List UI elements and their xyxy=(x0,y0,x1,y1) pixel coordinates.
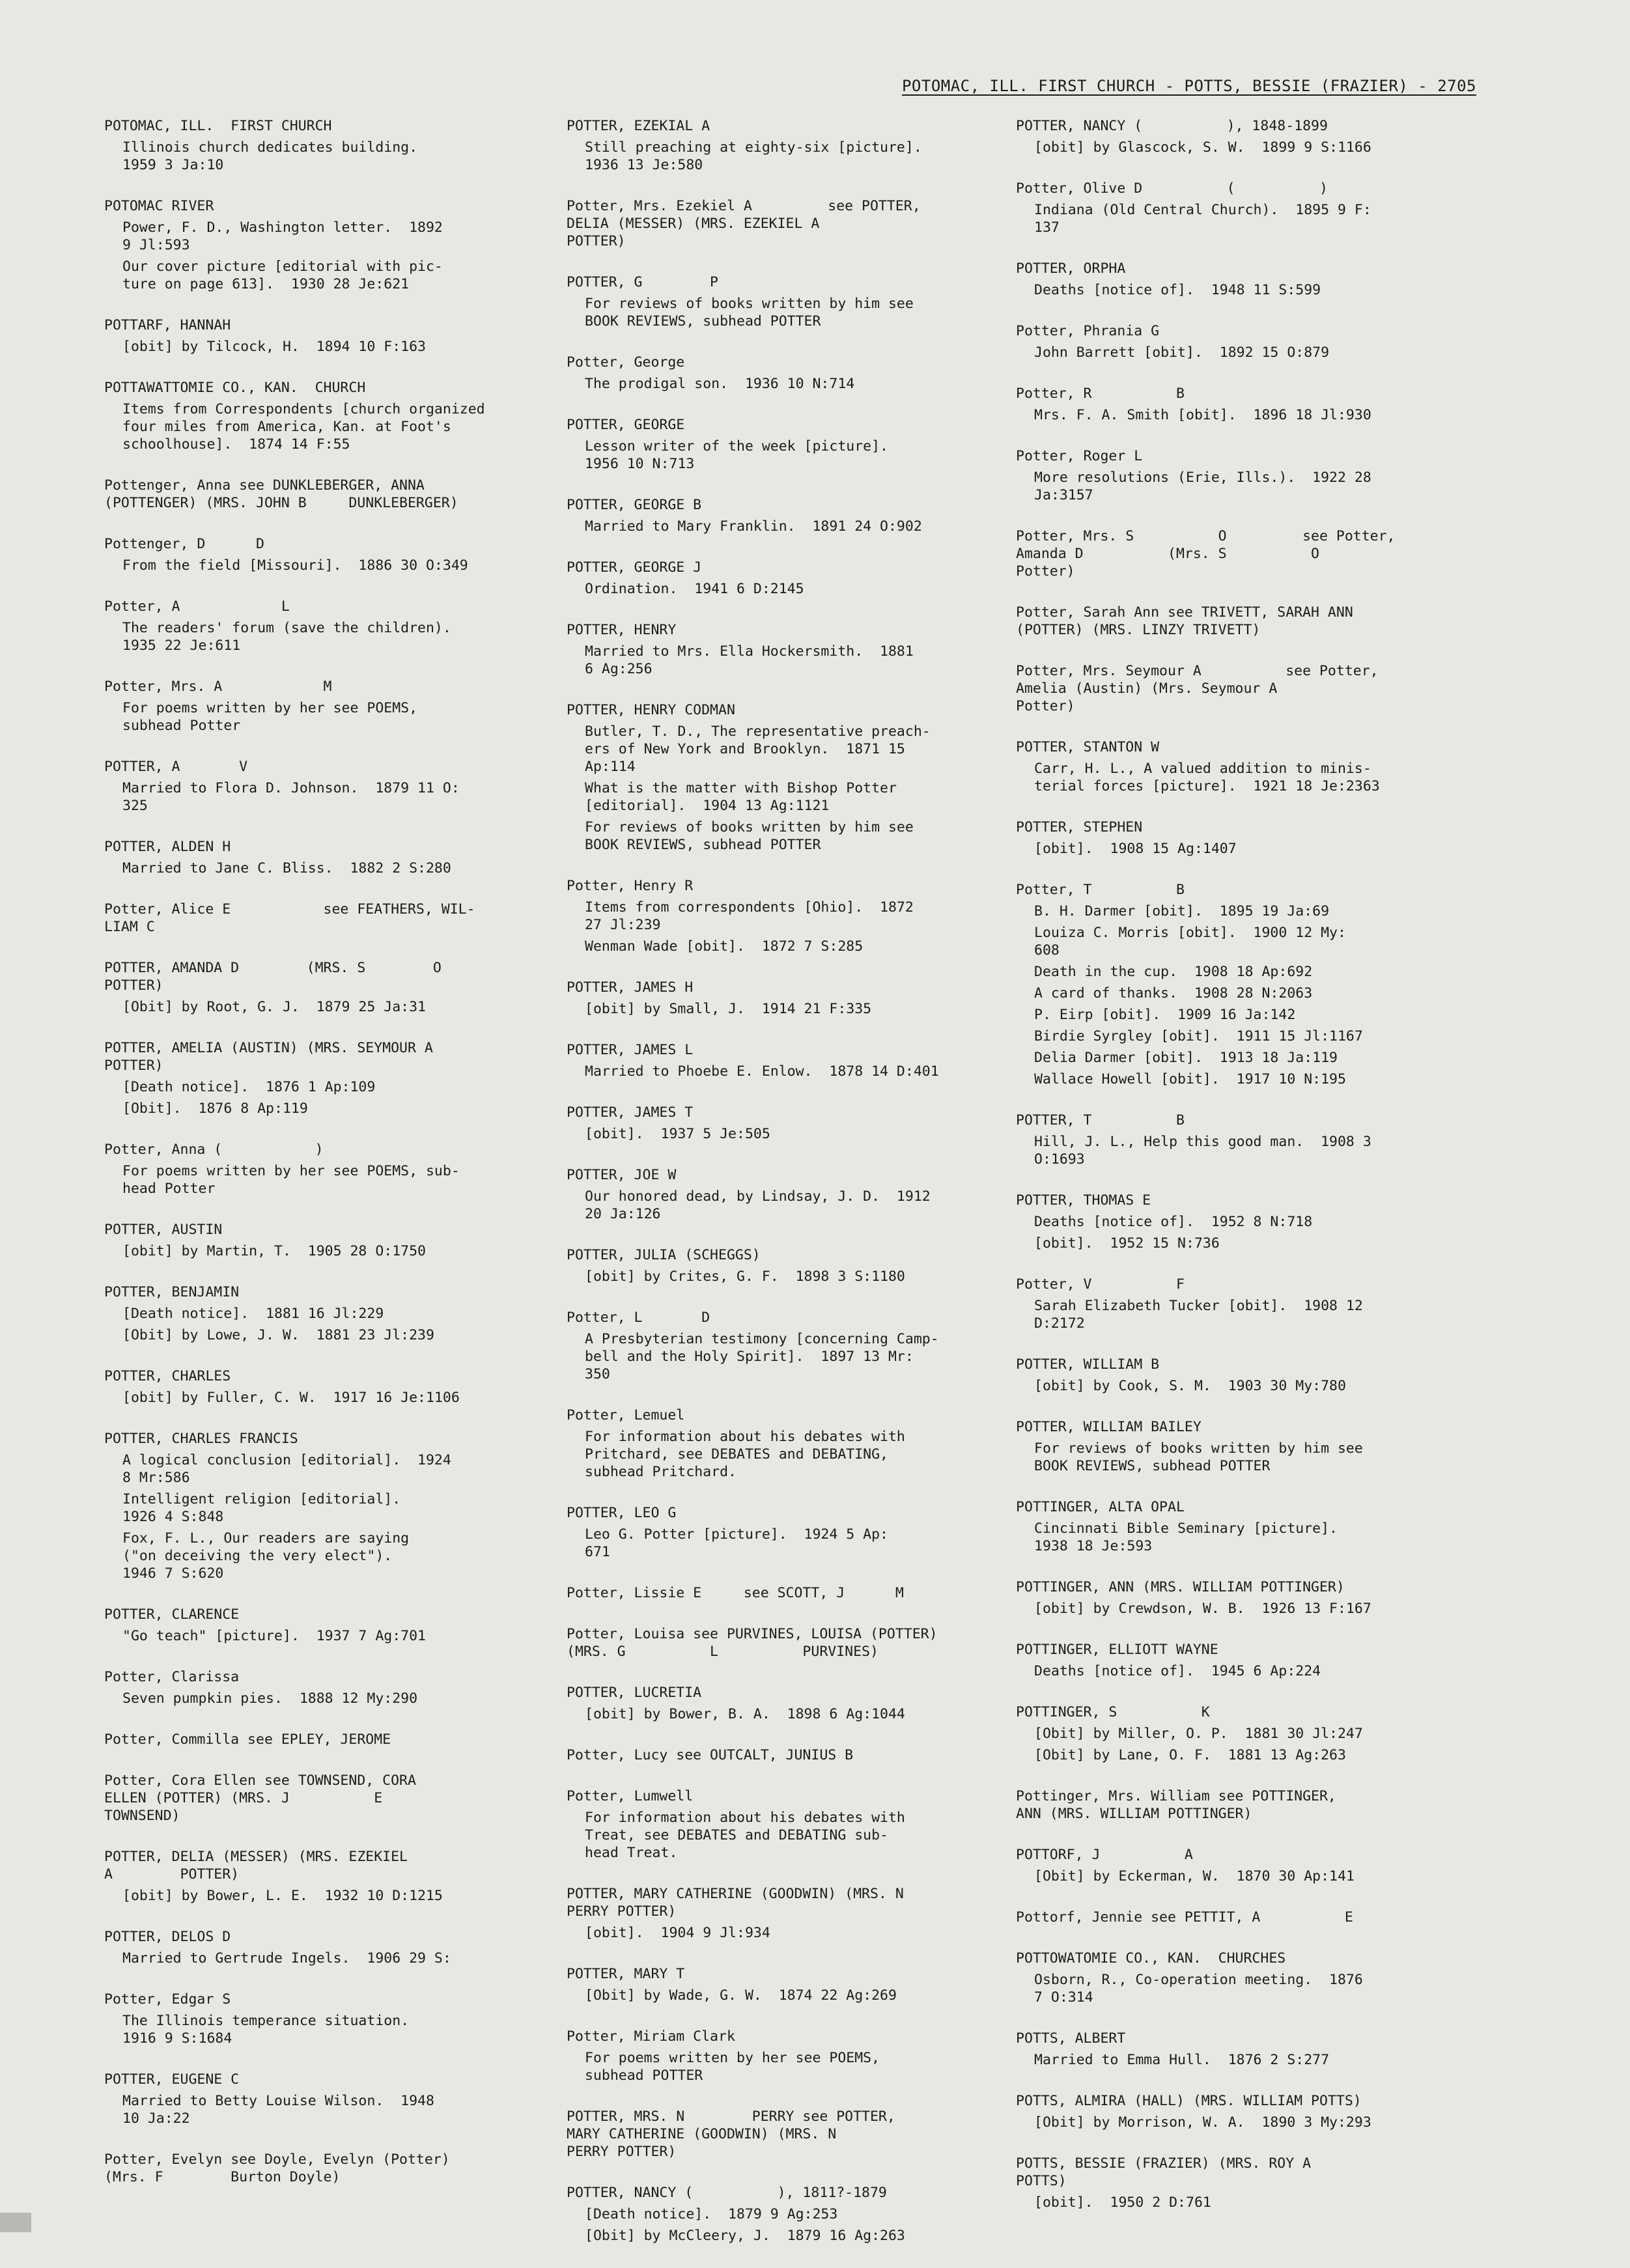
entry-citation: Birdie Syrgley [obit]. 1911 15 Jl:1167 xyxy=(1034,1028,1363,1044)
index-entry xyxy=(104,1039,547,1117)
index-entry xyxy=(1016,819,1485,858)
entry-citation: Our honored dead, by Lindsay, J. D. 1912 20 Ja:126 xyxy=(585,1188,931,1222)
entry-heading: POTTER, STANTON W xyxy=(1016,739,1160,755)
entry-heading: POTTER, JOE W xyxy=(567,1167,677,1183)
index-entry xyxy=(1016,322,1485,361)
entry-citation: [obit] by Fuller, C. W. 1917 16 Je:1106 xyxy=(122,1390,460,1406)
index-entry xyxy=(104,1606,547,1645)
entry-heading: Pottenger, Anna see DUNKLEBERGER, ANNA (POTTENGER) (MRS. JOHN B DUNKLEBERGER) xyxy=(104,477,458,511)
entry-citation: [obit] by Small, J. 1914 21 F:335 xyxy=(585,1001,872,1017)
index-entry xyxy=(104,1430,547,1582)
index-entry xyxy=(1016,1112,1485,1168)
entry-citation: A logical conclusion [editorial]. 1924 8 Mr:586 xyxy=(122,1452,451,1486)
entry-citation: For poems written by her see POEMS, subhead Potter xyxy=(122,700,418,734)
entry-heading: Pottorf, Jennie see PETTIT, A E xyxy=(1016,1909,1353,1925)
entry-heading: Potter, Lissie E see SCOTT, J M xyxy=(567,1585,904,1601)
entry-citation: Louiza C. Morris [obit]. 1900 12 My: 608 xyxy=(1034,925,1346,959)
entry-heading: Potter, Alice E see FEATHERS, WIL- LIAM C xyxy=(104,901,475,935)
entry-heading: POTTER, LUCRETIA xyxy=(567,1685,702,1701)
entry-citation: [obit]. 1937 5 Je:505 xyxy=(585,1126,770,1142)
index-entry xyxy=(1016,1418,1485,1475)
entry-citation: From the field [Missouri]. 1886 30 O:349 xyxy=(122,557,468,574)
entry-citation: Married to Phoebe E. Enlow. 1878 14 D:401 xyxy=(585,1063,939,1080)
entry-citation: For reviews of books written by him see BOOK REVIEWS, subhead POTTER xyxy=(585,819,914,853)
index-entry xyxy=(567,1746,1022,1764)
entry-heading: POTTS, ALBERT xyxy=(1016,2030,1126,2047)
index-entry xyxy=(1016,1909,1485,1926)
entry-heading: Potter, Anna ( ) xyxy=(104,1141,324,1158)
index-entry xyxy=(104,838,547,877)
index-entry xyxy=(567,1104,1022,1143)
entry-heading: Potter, Commilla see EPLEY, JEROME xyxy=(104,1731,391,1748)
entry-heading: POTTER, CHARLES xyxy=(104,1368,231,1384)
entry-citation: Deaths [notice of]. 1948 11 S:599 xyxy=(1034,282,1321,298)
entry-citation: Wallace Howell [obit]. 1917 10 N:195 xyxy=(1034,1071,1346,1087)
entry-citation: [obit]. 1952 15 N:736 xyxy=(1034,1235,1220,1252)
entry-heading: POTTER, GEORGE J xyxy=(567,559,702,576)
entry-heading: POTTER, EZEKIAL A xyxy=(567,118,710,134)
entry-heading: POTTER, BENJAMIN xyxy=(104,1284,240,1300)
entry-heading: Potter, V F xyxy=(1016,1276,1185,1293)
entry-citation: Hill, J. L., Help this good man. 1908 3 O:1693 xyxy=(1034,1134,1371,1168)
entry-citation: For reviews of books written by him see BOOK REVIEWS, subhead POTTER xyxy=(1034,1440,1363,1474)
index-entry xyxy=(104,117,547,174)
index-entry xyxy=(567,621,1022,678)
index-entry xyxy=(104,1928,547,1967)
entry-heading: Potter, Olive D ( ) xyxy=(1016,180,1328,197)
index-entry xyxy=(104,2071,547,2127)
entry-citation: [Death notice]. 1881 16 Jl:229 xyxy=(122,1306,384,1322)
index-entry xyxy=(1016,527,1485,580)
index-entry xyxy=(567,559,1022,598)
entry-heading: POTTER, NANCY ( ), 1848-1899 xyxy=(1016,118,1328,134)
index-entry xyxy=(104,1283,547,1344)
entry-citation: A Presbyterian testimony [concerning Camp- bell and the Holy Spirit]. 1897 13 Mr: 350 xyxy=(585,1331,939,1382)
entry-citation: [Obit] by McCleery, J. 1879 16 Ag:263 xyxy=(585,2228,905,2244)
entry-heading: POTTER, MARY CATHERINE (GOODWIN) (MRS. N PERRY POTTER) xyxy=(567,1886,904,1920)
index-entry xyxy=(567,1246,1022,1285)
index-column-left xyxy=(104,117,547,2209)
entry-heading: POTTER, AUSTIN xyxy=(104,1222,223,1238)
index-entry xyxy=(104,1731,547,1748)
entry-heading: Potter, Cora Ellen see TOWNSEND, CORA ELLEN (POTTER) (MRS. J E TOWNSEND) xyxy=(104,1772,416,1824)
index-column-middle xyxy=(567,117,1022,2268)
index-entry xyxy=(1016,1846,1485,1885)
index-entry xyxy=(1016,1703,1485,1764)
entry-citation: B. H. Darmer [obit]. 1895 19 Ja:69 xyxy=(1034,903,1330,919)
index-entry xyxy=(104,2151,547,2186)
index-entry xyxy=(1016,738,1485,795)
entry-citation: Fox, F. L., Our readers are saying ("on deceiving the very elect"). 1946 7 S:620 xyxy=(122,1530,410,1582)
index-entry xyxy=(567,1965,1022,2004)
entry-citation: Osborn, R., Co-operation meeting. 1876 7 O:314 xyxy=(1034,1972,1363,2006)
scan-edge-mark xyxy=(0,2213,31,2232)
entry-heading: POTTER, HENRY xyxy=(567,622,677,638)
entry-citation: For information about his debates with Treat, see DEBATES and DEBATING sub- head Treat. xyxy=(585,1810,905,1861)
entry-heading: Potter, Lemuel xyxy=(567,1407,685,1423)
entry-citation: A card of thanks. 1908 28 N:2063 xyxy=(1034,985,1313,1001)
entry-citation: Lesson writer of the week [picture]. 1956 10 N:713 xyxy=(585,438,888,472)
index-entry xyxy=(1016,1641,1485,1680)
entry-citation: For poems written by her see POEMS, sub- head Potter xyxy=(122,1163,460,1197)
index-entry xyxy=(567,197,1022,250)
index-entry xyxy=(567,117,1022,174)
entry-citation: Items from Correspondents [church organized four miles from America, Kan. at Foot's schoolhouse]. 1874 14 F:55 xyxy=(122,401,485,453)
entry-heading: Pottinger, Mrs. William see POTTINGER, ANN (MRS. WILLIAM POTTINGER) xyxy=(1016,1788,1336,1822)
entry-heading: POTTER, LEO G xyxy=(567,1505,677,1521)
index-entry xyxy=(1016,2155,1485,2211)
index-entry xyxy=(567,1309,1022,1383)
entry-citation: Illinois church dedicates building. 1959 3 Ja:10 xyxy=(122,139,418,173)
entry-heading: Pottenger, D D xyxy=(104,536,264,552)
index-entry xyxy=(104,379,547,453)
entry-citation: [obit] by Bower, L. E. 1932 10 D:1215 xyxy=(122,1888,443,1904)
entry-citation: [obit] by Cook, S. M. 1903 30 My:780 xyxy=(1034,1378,1346,1394)
index-entry xyxy=(104,477,547,512)
entry-citation: [Obit] by Miller, O. P. 1881 30 Jl:247 xyxy=(1034,1726,1363,1742)
entry-heading: Potter, Evelyn see Doyle, Evelyn (Potter) (Mrs. F Burton Doyle) xyxy=(104,2151,450,2185)
entry-citation: "Go teach" [picture]. 1937 7 Ag:701 xyxy=(122,1628,426,1644)
entry-citation: Mrs. F. A. Smith [obit]. 1896 18 Jl:930 xyxy=(1034,407,1371,423)
entry-citation: Indiana (Old Central Church). 1895 9 F: 137 xyxy=(1034,202,1371,236)
entry-citation: P. Eirp [obit]. 1909 16 Ja:142 xyxy=(1034,1007,1296,1023)
entry-heading: POTTINGER, S K xyxy=(1016,1704,1210,1720)
entry-heading: POTTER, AMANDA D (MRS. S O POTTER) xyxy=(104,960,442,994)
entry-heading: Potter, Edgar S xyxy=(104,1991,231,2008)
entry-heading: POTTORF, J A xyxy=(1016,1847,1193,1863)
entry-heading: POTTER, AMELIA (AUSTIN) (MRS. SEYMOUR A POTTER) xyxy=(104,1040,433,1074)
entry-citation: Wenman Wade [obit]. 1872 7 S:285 xyxy=(585,938,864,955)
entry-citation: Carr, H. L., A valued addition to minis- terial forces [picture]. 1921 18 Je:2363 xyxy=(1034,761,1380,794)
index-entry xyxy=(1016,662,1485,715)
entry-citation: Married to Mrs. Ella Hockersmith. 1881 6 Ag:256 xyxy=(585,643,914,677)
entry-citation: [Obit]. 1876 8 Ap:119 xyxy=(122,1100,308,1117)
entry-citation: Deaths [notice of]. 1952 8 N:718 xyxy=(1034,1214,1313,1230)
entry-citation: [obit]. 1950 2 D:761 xyxy=(1034,2194,1211,2211)
index-entry xyxy=(104,901,547,936)
entry-heading: Potter, Mrs. Ezekiel A see POTTER, DELIA (MESSER) (MRS. EZEKIEL A POTTER) xyxy=(567,198,921,249)
entry-heading: POTTER, JULIA (SCHEGGS) xyxy=(567,1247,761,1263)
index-entry xyxy=(1016,1192,1485,1252)
entry-citation: Sarah Elizabeth Tucker [obit]. 1908 12 D:2172 xyxy=(1034,1298,1363,1332)
entry-citation: Married to Gertrude Ingels. 1906 29 S: xyxy=(122,1950,451,1967)
entry-heading: POTTER, THOMAS E xyxy=(1016,1192,1151,1209)
index-entry xyxy=(1016,1498,1485,1555)
index-entry xyxy=(1016,1787,1485,1823)
entry-heading: POTTER, G P xyxy=(567,274,718,290)
index-entry xyxy=(567,273,1022,330)
entry-citation: Our cover picture [editorial with pic- ture on page 613]. 1930 28 Je:621 xyxy=(122,259,443,292)
index-entry xyxy=(1016,604,1485,639)
index-entry xyxy=(567,877,1022,955)
entry-heading: Potter, T B xyxy=(1016,882,1185,898)
entry-citation: Married to Jane C. Bliss. 1882 2 S:280 xyxy=(122,860,451,876)
entry-heading: Potter, Henry R xyxy=(567,878,694,894)
entry-citation: The prodigal son. 1936 10 N:714 xyxy=(585,376,855,392)
entry-citation: Married to Flora D. Johnson. 1879 11 O: 325 xyxy=(122,780,460,814)
entry-citation: [Obit] by Wade, G. W. 1874 22 Ag:269 xyxy=(585,1987,897,2004)
entry-citation: [obit] by Bower, B. A. 1898 6 Ag:1044 xyxy=(585,1706,905,1722)
entry-citation: [obit] by Crewdson, W. B. 1926 13 F:167 xyxy=(1034,1601,1371,1617)
entry-heading: POTTER, ALDEN H xyxy=(104,839,231,855)
index-entry xyxy=(1016,1276,1485,1332)
index-entry xyxy=(567,2184,1022,2245)
entry-heading: Potter, Sarah Ann see TRIVETT, SARAH ANN (POTTER) (MRS. LINZY TRIVETT) xyxy=(1016,604,1353,638)
index-entry xyxy=(104,197,547,293)
index-entry xyxy=(104,1668,547,1707)
index-entry xyxy=(567,1041,1022,1080)
entry-citation: Butler, T. D., The representative preach- ers of New York and Brooklyn. 1871 15 Ap:114 xyxy=(585,723,931,775)
entry-heading: Potter, Lumwell xyxy=(567,1788,694,1804)
entry-heading: POTTER, T B xyxy=(1016,1112,1185,1128)
index-entry xyxy=(1016,2030,1485,2069)
entry-heading: POTTAWATTOMIE CO., KAN. CHURCH xyxy=(104,380,366,396)
index-entry xyxy=(1016,1950,1485,2006)
entry-heading: POTTINGER, ALTA OPAL xyxy=(1016,1499,1185,1515)
entry-heading: POTOMAC, ILL. FIRST CHURCH xyxy=(104,118,332,134)
entry-heading: Potter, Louisa see PURVINES, LOUISA (POTTER) (MRS. G L PURVINES) xyxy=(567,1626,938,1660)
index-entry xyxy=(104,758,547,815)
entry-heading: Potter, Roger L xyxy=(1016,448,1143,464)
entry-heading: POTTER, A V xyxy=(104,759,248,775)
index-entry xyxy=(567,1885,1022,1942)
index-column-right xyxy=(1016,117,1485,2235)
entry-heading: Potter, Mrs. A M xyxy=(104,679,332,695)
entry-citation: [Obit] by Lowe, J. W. 1881 23 Jl:239 xyxy=(122,1327,434,1343)
index-entry xyxy=(104,598,547,654)
entry-heading: POTTINGER, ANN (MRS. WILLIAM POTTINGER) xyxy=(1016,1579,1345,1595)
entry-citation: [Obit] by Lane, O. F. 1881 13 Ag:263 xyxy=(1034,1747,1346,1763)
entry-heading: POTTER, MRS. N PERRY see POTTER, MARY CATHERINE (GOODWIN) (MRS. N PERRY POTTER) xyxy=(567,2108,895,2160)
entry-citation: Power, F. D., Washington letter. 1892 9 Jl:593 xyxy=(122,219,443,253)
entry-citation: Married to Mary Franklin. 1891 24 O:902 xyxy=(585,518,922,535)
entry-heading: POTTER, JAMES H xyxy=(567,979,694,996)
index-entry xyxy=(567,1407,1022,1481)
entry-citation: [obit] by Martin, T. 1905 28 O:1750 xyxy=(122,1243,426,1259)
index-entry xyxy=(1016,260,1485,299)
entry-citation: Ordination. 1941 6 D:2145 xyxy=(585,581,804,597)
entry-citation: Death in the cup. 1908 18 Ap:692 xyxy=(1034,964,1313,980)
entry-heading: Potter, Phrania G xyxy=(1016,323,1160,339)
entry-citation: The Illinois temperance situation. 1916 9 S:1684 xyxy=(122,2013,410,2047)
index-entry xyxy=(1016,1578,1485,1617)
entry-heading: POTTER, NANCY ( ), 1811?-1879 xyxy=(567,2185,887,2201)
entry-heading: Potter, A L xyxy=(104,598,290,615)
index-entry xyxy=(104,959,547,1016)
index-entry xyxy=(1016,385,1485,424)
index-entry xyxy=(567,1684,1022,1723)
index-entry xyxy=(104,1772,547,1825)
entry-citation: Delia Darmer [obit]. 1913 18 Ja:119 xyxy=(1034,1050,1338,1066)
index-entry xyxy=(104,316,547,356)
entry-heading: POTTER, WILLIAM B xyxy=(1016,1356,1160,1373)
index-entry xyxy=(104,535,547,574)
index-entry xyxy=(567,354,1022,393)
entry-citation: [Death notice]. 1876 1 Ap:109 xyxy=(122,1079,376,1095)
entry-heading: Potter, L D xyxy=(567,1309,710,1326)
entry-citation: John Barrett [obit]. 1892 15 O:879 xyxy=(1034,344,1330,361)
entry-citation: [obit] by Tilcock, H. 1894 10 F:163 xyxy=(122,339,426,355)
index-entry xyxy=(567,496,1022,535)
entry-heading: POTTER, MARY T xyxy=(567,1966,685,1982)
entry-heading: Potter, Mrs. Seymour A see Potter, Amelia (Austin) (Mrs. Seymour A Potter) xyxy=(1016,663,1379,714)
entry-citation: Cincinnati Bible Seminary [picture]. 1938 18 Je:593 xyxy=(1034,1520,1338,1554)
entry-heading: POTOMAC RIVER xyxy=(104,198,214,214)
index-entry xyxy=(567,701,1022,854)
index-entry xyxy=(1016,180,1485,236)
entry-citation: For reviews of books written by him see BOOK REVIEWS, subhead POTTER xyxy=(585,296,914,329)
entry-citation: For information about his debates with Pritchard, see DEBATES and DEBATING, subhead Pritchard. xyxy=(585,1429,905,1480)
entry-heading: POTTOWATOMIE CO., KAN. CHURCHES xyxy=(1016,1950,1286,1967)
entry-citation: [Obit] by Eckerman, W. 1870 30 Ap:141 xyxy=(1034,1868,1355,1884)
entry-citation: What is the matter with Bishop Potter [editorial]. 1904 13 Ag:1121 xyxy=(585,780,897,814)
index-entry xyxy=(567,979,1022,1018)
index-entry xyxy=(104,1991,547,2047)
entry-heading: POTTS, ALMIRA (HALL) (MRS. WILLIAM POTTS) xyxy=(1016,2093,1362,2109)
entry-heading: POTTER, CHARLES FRANCIS xyxy=(104,1431,298,1447)
entry-heading: POTTER, WILLIAM BAILEY xyxy=(1016,1419,1201,1435)
entry-heading: Potter, R B xyxy=(1016,385,1185,402)
entry-heading: POTTER, GEORGE B xyxy=(567,497,702,513)
entry-heading: POTTER, EUGENE C xyxy=(104,2071,240,2088)
entry-heading: POTTER, STEPHEN xyxy=(1016,819,1143,835)
entry-heading: POTTER, HENRY CODMAN xyxy=(567,702,735,718)
index-entry xyxy=(567,1166,1022,1223)
entry-citation: Married to Betty Louise Wilson. 1948 10 Ja:22 xyxy=(122,2093,434,2127)
index-entry xyxy=(1016,1356,1485,1395)
entry-citation: [Obit] by Root, G. J. 1879 25 Ja:31 xyxy=(122,999,426,1015)
index-entry xyxy=(104,1848,547,1905)
entry-heading: Potter, Clarissa xyxy=(104,1669,240,1685)
index-entry xyxy=(567,1787,1022,1862)
entry-citation: More resolutions (Erie, Ills.). 1922 28 Ja:3157 xyxy=(1034,469,1371,503)
entry-citation: Items from correspondents [Ohio]. 1872 27 Jl:239 xyxy=(585,899,914,933)
index-entry xyxy=(567,2108,1022,2161)
entry-heading: Potter, Mrs. S O see Potter, Amanda D (Mrs. S O Potter) xyxy=(1016,528,1396,580)
index-entry xyxy=(567,2028,1022,2084)
entry-citation: [Death notice]. 1879 9 Ag:253 xyxy=(585,2206,838,2222)
entry-heading: POTTER, JAMES L xyxy=(567,1042,694,1058)
entry-citation: Leo G. Potter [picture]. 1924 5 Ap: 671 xyxy=(585,1526,888,1560)
entry-heading: POTTER, DELIA (MESSER) (MRS. EZEKIEL A POTTER) xyxy=(104,1849,408,1883)
index-entry xyxy=(567,1504,1022,1561)
entry-heading: POTTS, BESSIE (FRAZIER) (MRS. ROY A POTTS) xyxy=(1016,2155,1312,2189)
entry-citation: Intelligent religion [editorial]. 1926 4 S:848 xyxy=(122,1491,401,1525)
entry-citation: [obit] by Glascock, S. W. 1899 9 S:1166 xyxy=(1034,139,1371,156)
entry-citation: [obit] by Crites, G. F. 1898 3 S:1180 xyxy=(585,1268,905,1285)
entry-citation: Deaths [notice of]. 1945 6 Ap:224 xyxy=(1034,1663,1321,1679)
entry-citation: Still preaching at eighty-six [picture]. 1936 13 Je:580 xyxy=(585,139,922,173)
entry-citation: The readers' forum (save the children). 1935 22 Je:611 xyxy=(122,620,451,654)
index-entry xyxy=(567,416,1022,473)
entry-heading: POTTER, GEORGE xyxy=(567,417,685,433)
entry-citation: [Obit] by Morrison, W. A. 1890 3 My:293 xyxy=(1034,2114,1371,2131)
entry-citation: [obit]. 1904 9 Jl:934 xyxy=(585,1925,770,1941)
entry-citation: Seven pumpkin pies. 1888 12 My:290 xyxy=(122,1690,418,1707)
index-entry xyxy=(1016,881,1485,1088)
index-entry xyxy=(1016,117,1485,156)
entry-heading: POTTER, CLARENCE xyxy=(104,1606,240,1623)
index-entry xyxy=(567,1584,1022,1602)
index-entry xyxy=(104,1221,547,1260)
entry-citation: Married to Emma Hull. 1876 2 S:277 xyxy=(1034,2052,1330,2068)
index-entry xyxy=(567,1625,1022,1660)
index-entry xyxy=(1016,2092,1485,2131)
entry-heading: POTTARF, HANNAH xyxy=(104,317,231,333)
entry-heading: POTTER, JAMES T xyxy=(567,1104,694,1121)
entry-heading: POTTER, ORPHA xyxy=(1016,260,1126,277)
index-entry xyxy=(104,1141,547,1197)
index-entry xyxy=(104,678,547,735)
entry-citation: For poems written by her see POEMS, subhead POTTER xyxy=(585,2050,880,2084)
entry-citation: [obit]. 1908 15 Ag:1407 xyxy=(1034,841,1237,857)
entry-heading: POTTER, DELOS D xyxy=(104,1929,231,1945)
index-entry xyxy=(1016,447,1485,504)
entry-heading: POTTINGER, ELLIOTT WAYNE xyxy=(1016,1642,1218,1658)
index-entry xyxy=(104,1367,547,1407)
running-header: POTOMAC, ILL. FIRST CHURCH - POTTS, BESSIE (FRAZIER) - 2705 xyxy=(901,77,1476,95)
entry-heading: Potter, Miriam Clark xyxy=(567,2028,735,2045)
entry-heading: Potter, George xyxy=(567,354,685,371)
entry-heading: Potter, Lucy see OUTCALT, JUNIUS B xyxy=(567,1747,854,1763)
